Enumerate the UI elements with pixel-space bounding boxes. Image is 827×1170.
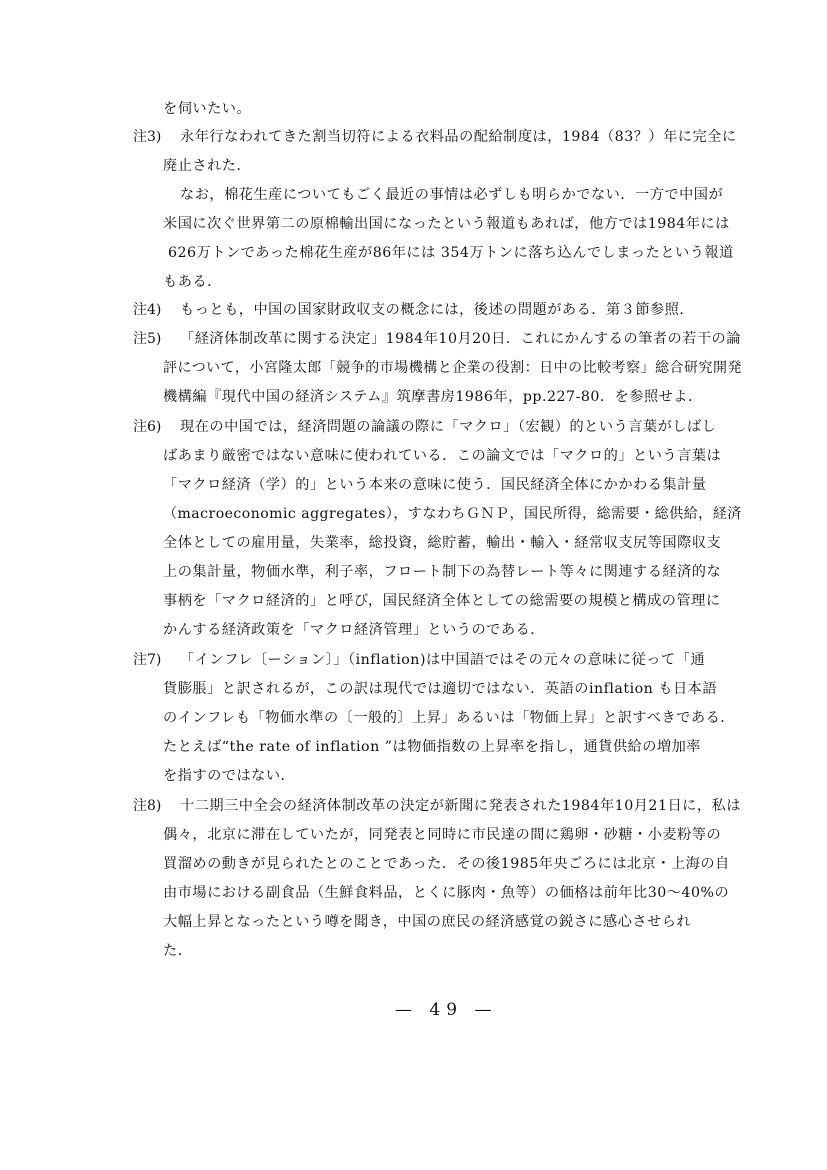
note-8-line-4: 由市場における副食品（生鮮食料品，とくに豚肉・魚等）の価格は前年比30～40%の: [163, 885, 730, 901]
note-6-line-6: 上の集計量，物価水準，利子率，フロート制下の為替レート等々に関連する経済的な: [163, 564, 722, 580]
page-number: — 49 —: [395, 1000, 498, 1020]
note-6-label: 注6): [133, 419, 162, 435]
note-2-line-1: を伺いたい。: [163, 101, 252, 117]
note-3-line-5: 626万トンであった棉花生産が86年には 354万トンに落ち込んでしまったという報道: [168, 245, 734, 261]
note-7-line-1: 「インフレ〔ーション〕」（inflation)は中国語ではその元々の意味に従って「通: [180, 652, 706, 668]
note-7-line-4: たとえば“the rate of inflation ”は物価指数の上昇率を指し，通貨供給の増加率: [163, 739, 701, 755]
note-5-line-2: 評について，小宮隆太郎「競争的市場機構と企業の役割：日中の比較考察」総合研究開発: [163, 360, 742, 376]
note-4-label: 注4): [133, 302, 162, 318]
note-6-line-3: 「マクロ経済（学）的」という本来の意味に使う．国民経済全体にかかわる集計量: [163, 477, 707, 493]
note-5-line-1: 「経済体制改革に関する決定」1984年10月20日．これにかんするの筆者の若干の論: [180, 331, 741, 347]
note-5-line-3: 機構編『現代中国の経済システム』筑摩書房1986年，pp.227‐80．を参照せよ．: [163, 389, 703, 405]
note-3-line-6: もある．: [163, 274, 222, 290]
note-5-label: 注5): [133, 331, 162, 347]
note-8-label: 注8): [133, 798, 162, 814]
note-8-line-6: た．: [163, 943, 193, 959]
note-6-line-1: 現在の中国では，経済問題の論議の際に「マクロ」（宏観）的という言葉がしばし: [180, 419, 717, 435]
note-7-label: 注7): [133, 652, 162, 668]
note-7-line-2: 貨膨脹」と訳されるが，この訳は現代では適切ではない．英語のinflation も日本語: [163, 681, 718, 697]
note-3-label: 注3): [133, 129, 162, 145]
note-8-line-1: 十二期三中全会の経済体制改革の決定が新聞に発表された1984年10月21日に，私は: [180, 798, 741, 814]
note-3-line-1: 永年行なわれてきた割当切符による衣料品の配給制度は，1984（83？）年に完全に: [180, 129, 737, 145]
note-7-line-5: を指すのではない．: [163, 768, 296, 784]
note-6-line-2: ばあまり厳密ではない意味に使われている．この論文では「マクロ的」という言葉は: [163, 448, 722, 464]
note-7-line-3: のインフレも「物価水準の〔一般的〕上昇」あるいは「物価上昇」と訳すべきである．: [163, 710, 735, 726]
note-4-line-1: もっとも，中国の国家財政収支の概念には，後述の問題がある．第３節参照．: [180, 302, 695, 318]
note-8-line-5: 大幅上昇となったという噂を聞き，中国の庶民の経済感覚の鋭さに感心させられ: [163, 914, 692, 930]
note-3-line-2: 廃止された．: [163, 158, 252, 174]
note-3-line-3: なお，棉花生産についてもごく最近の事情は必ずしも明らかでない．一方で中国が: [180, 187, 724, 203]
note-6-line-5: 全体としての雇用量，失業率，総投資，総貯蓄，輸出・輸入・経常収支尻等国際収支: [163, 535, 722, 551]
note-6-line-8: かんする経済政策を「マクロ経済管理」というのである．: [163, 622, 545, 638]
note-8-line-2: 偶々，北京に滞在していたが，同発表と同時に市民達の間に鶏卵・砂糖・小麦粉等の: [163, 827, 722, 843]
note-3-line-4: 米国に次ぐ世界第二の原棉輸出国になったという報道もあれば，他方では1984年には: [163, 216, 730, 232]
note-6-line-4: （macroeconomic aggregates），すなわちＧＮＰ，国民所得，総需要・総供給，経済: [163, 506, 742, 522]
note-8-line-3: 買溜めの動きが見られたとのことであった．その後1985年央ごろには北京・上海の自: [163, 856, 730, 872]
note-6-line-7: 事柄を「マクロ経済的」と呼び，国民経済全体としての総需要の規模と構成の管理に: [163, 593, 721, 609]
